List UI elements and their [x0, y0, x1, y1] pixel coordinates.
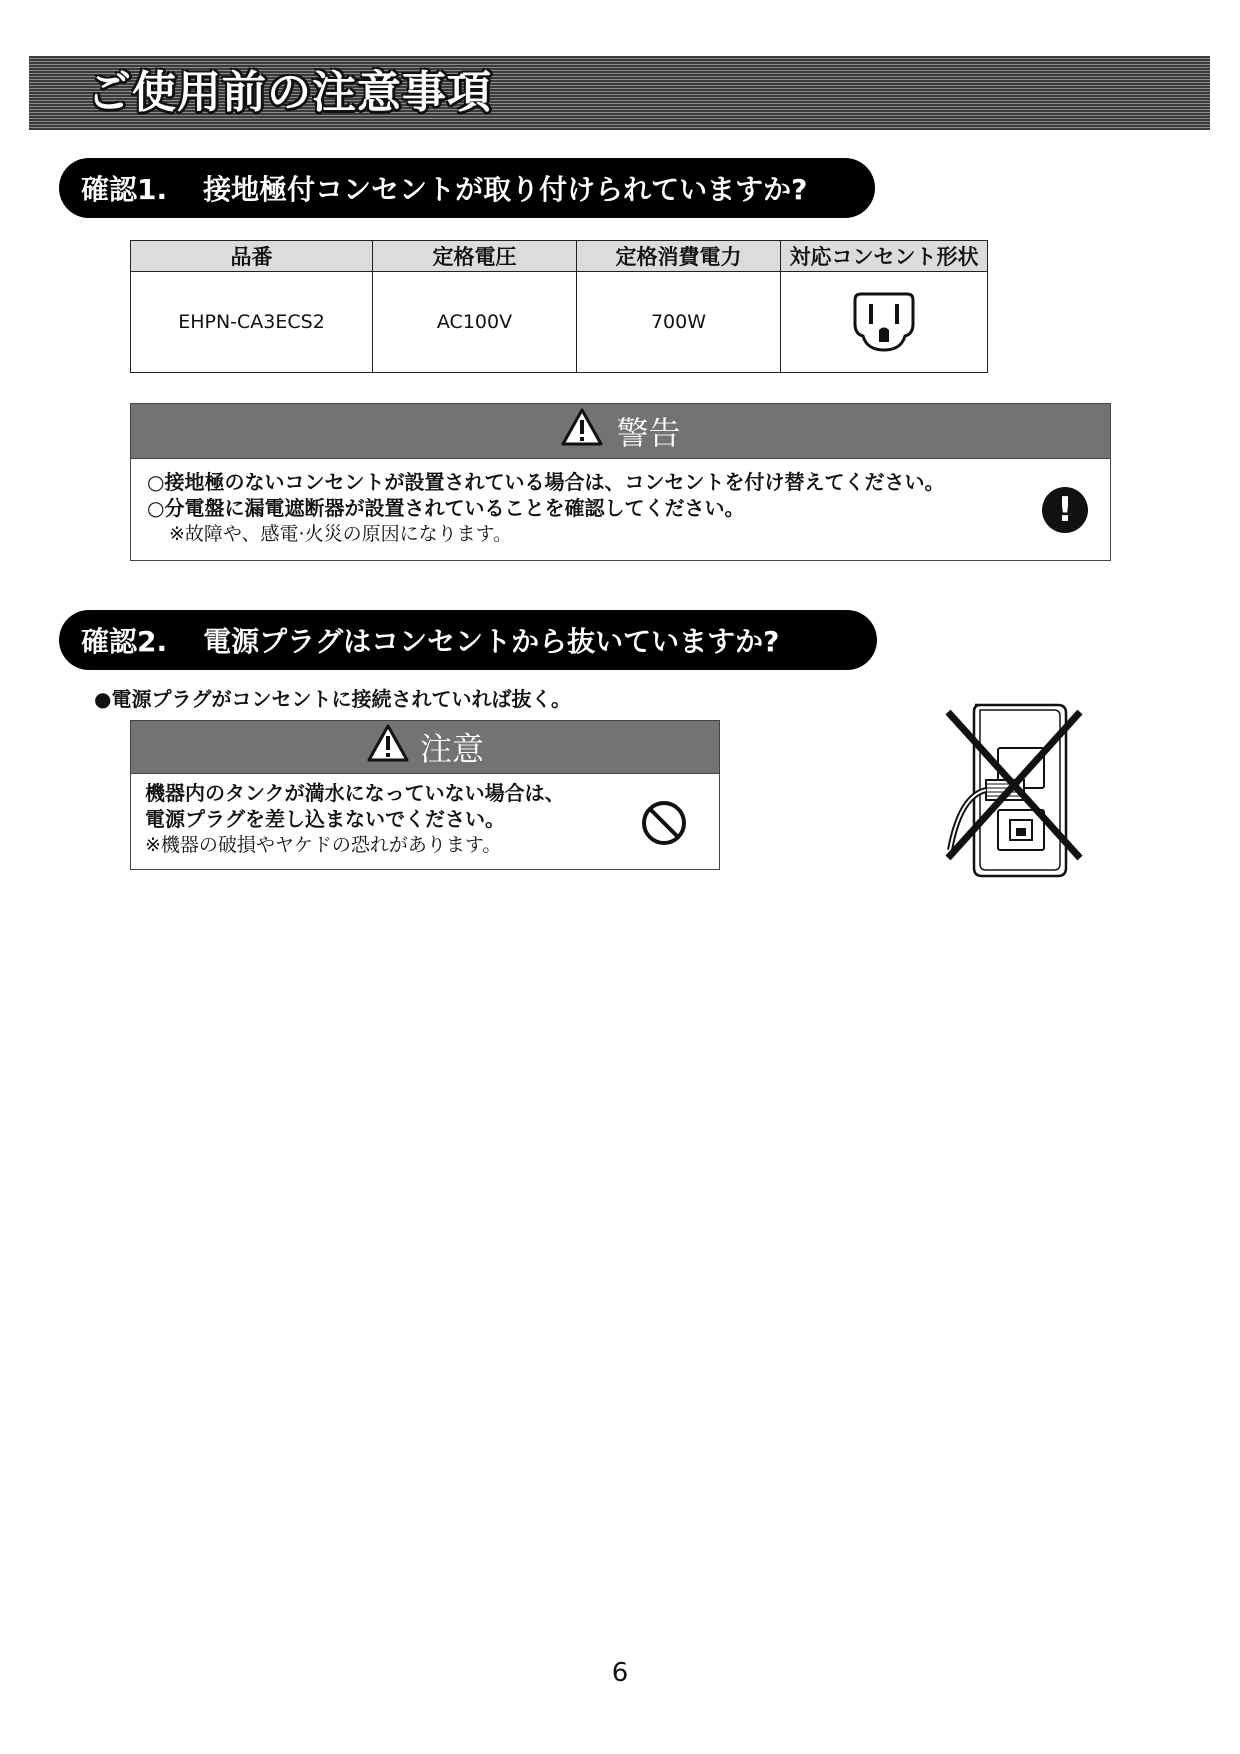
check2-heading-text: 電源プラグはコンセントから抜いていますか? [203, 625, 780, 658]
warning-note: ※故障や、感電·火災の原因になります。 [169, 523, 513, 545]
spec-table-row [131, 272, 988, 373]
check1-heading-text: 接地極付コンセントが取り付けられていますか? [203, 173, 808, 206]
caution-box [130, 720, 720, 870]
check1-number: 確認1. [81, 173, 168, 206]
grounded-outlet-icon [851, 290, 917, 354]
check2-bullet: ●電源プラグがコンセントに接続されていれば抜く。 [94, 687, 572, 711]
warning-triangle-icon [560, 407, 604, 455]
page-number: 6 [611, 1658, 629, 1688]
check2-number: 確認2. [81, 625, 168, 658]
spec-cell-power: 700W [577, 272, 781, 373]
spec-cell-model: EHPN-CA3ECS2 [131, 272, 373, 373]
spec-table [130, 240, 988, 373]
mandatory-exclamation-icon: ! [1042, 487, 1088, 533]
check2-heading [59, 610, 877, 670]
caution-header [131, 721, 719, 774]
plug-crossed-out-illustration [940, 700, 1090, 880]
spec-header-voltage: 定格電圧 [373, 241, 577, 272]
prohibition-icon [641, 800, 687, 846]
warning-triangle-icon [366, 723, 410, 771]
spec-table-header-row [131, 241, 988, 272]
spec-cell-outlet [781, 272, 988, 373]
warning-box [130, 403, 1111, 561]
spec-header-outlet: 対応コンセント形状 [781, 241, 988, 272]
caution-note: ※機器の破損やヤケドの恐れがあります。 [145, 834, 502, 856]
caution-line-2: 電源プラグを差し込まないでください。 [145, 807, 505, 831]
warning-title: 警告 [616, 414, 681, 452]
page-title: ご使用前の注意事項 [87, 67, 492, 118]
caution-line-1: 機器内のタンクが満水になっていない場合は、 [145, 781, 565, 805]
spec-header-power: 定格消費電力 [577, 241, 781, 272]
warning-line-1: ○接地極のないコンセントが設置されている場合は、コンセントを付け替えてください。 [147, 470, 945, 494]
warning-line-2: ○分電盤に漏電遮断器が設置されていることを確認してください。 [147, 496, 745, 520]
spec-cell-voltage: AC100V [373, 272, 577, 373]
warning-header [131, 404, 1110, 459]
spec-header-model: 品番 [131, 241, 373, 272]
caution-title: 注意 [419, 730, 484, 768]
check1-heading [59, 158, 875, 218]
page-title-banner [29, 56, 1210, 130]
